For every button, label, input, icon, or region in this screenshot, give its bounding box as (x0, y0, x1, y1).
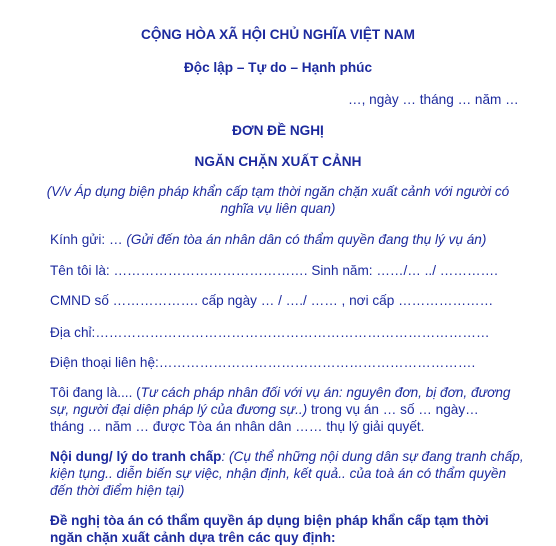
date-line: …, ngày … tháng … năm … (348, 92, 519, 107)
request-line-2: ngăn chặn xuất cảnh dựa trên các quy định: (50, 530, 336, 545)
phone-line: Điện thoại liên hệ:……………………………………………………………. (50, 355, 476, 370)
request-line-1: Đề nghị tòa án có thẩm quyền áp dụng biện pháp khẩn cấp tạm thời (50, 513, 489, 528)
recipient-line (50, 231, 486, 248)
national-title: CỘNG HÒA XÃ HỘI CHỦ NGHĨA VIỆT NAM (141, 27, 415, 42)
role-line-2 (50, 401, 479, 418)
dispute-line-3: đến thời điểm hiện tại) (50, 483, 185, 498)
national-motto: Độc lập – Tự do – Hạnh phúc (183, 60, 373, 75)
recipient-label: Kính gửi: … (50, 232, 123, 247)
recipient-note: (Gửi đến tòa án nhân dân có thẩm quyền đang thụ lý vụ án) (126, 232, 487, 247)
document-subject: NGĂN CHẶN XUẤT CẢNH (194, 154, 362, 169)
role-note-1: Tư cách pháp nhân đối với vụ án: nguyên đơn, bị đơn, đương (140, 385, 511, 400)
dispute-note-1: : (Cụ thể những nội dung dân sự đang tranh chấp, (221, 449, 524, 464)
role-suffix: trong vụ án … số … ngày… (307, 402, 479, 417)
dispute-label: Nội dung/ lý do tranh chấp (50, 449, 222, 464)
subtitle-line-1: (V/v Áp dụng biện pháp khẩn cấp tạm thời ngăn chặn xuất cảnh với người có (46, 184, 510, 199)
role-line-3: tháng … năm … được Tòa án nhân dân …… thụ lý giải quyết. (50, 419, 425, 434)
dispute-line-1 (50, 448, 524, 465)
role-prefix: Tôi đang là.... ( (50, 385, 141, 400)
role-line-1 (50, 384, 510, 401)
subtitle-line-2: nghĩa vụ liên quan) (220, 201, 336, 216)
id-card-line: CMND số ………………. cấp ngày … / …./ …… , nơi cấp ………………… (50, 293, 494, 308)
applicant-name-line: Tên tôi là: ……………………………………. Sinh năm: ……/… ../ …………. (50, 263, 498, 278)
address-line: Địa chỉ:…………………………………………………………………………… (50, 325, 490, 340)
role-note-2: sự, người đại diện pháp lý của đương sự..) (50, 402, 308, 417)
document-title: ĐƠN ĐỀ NGHỊ (232, 123, 324, 138)
dispute-line-2: kiện tụng.. diễn biến sự việc, nhận định, kết quả.. của toà án có thẩm quyền (50, 466, 507, 481)
